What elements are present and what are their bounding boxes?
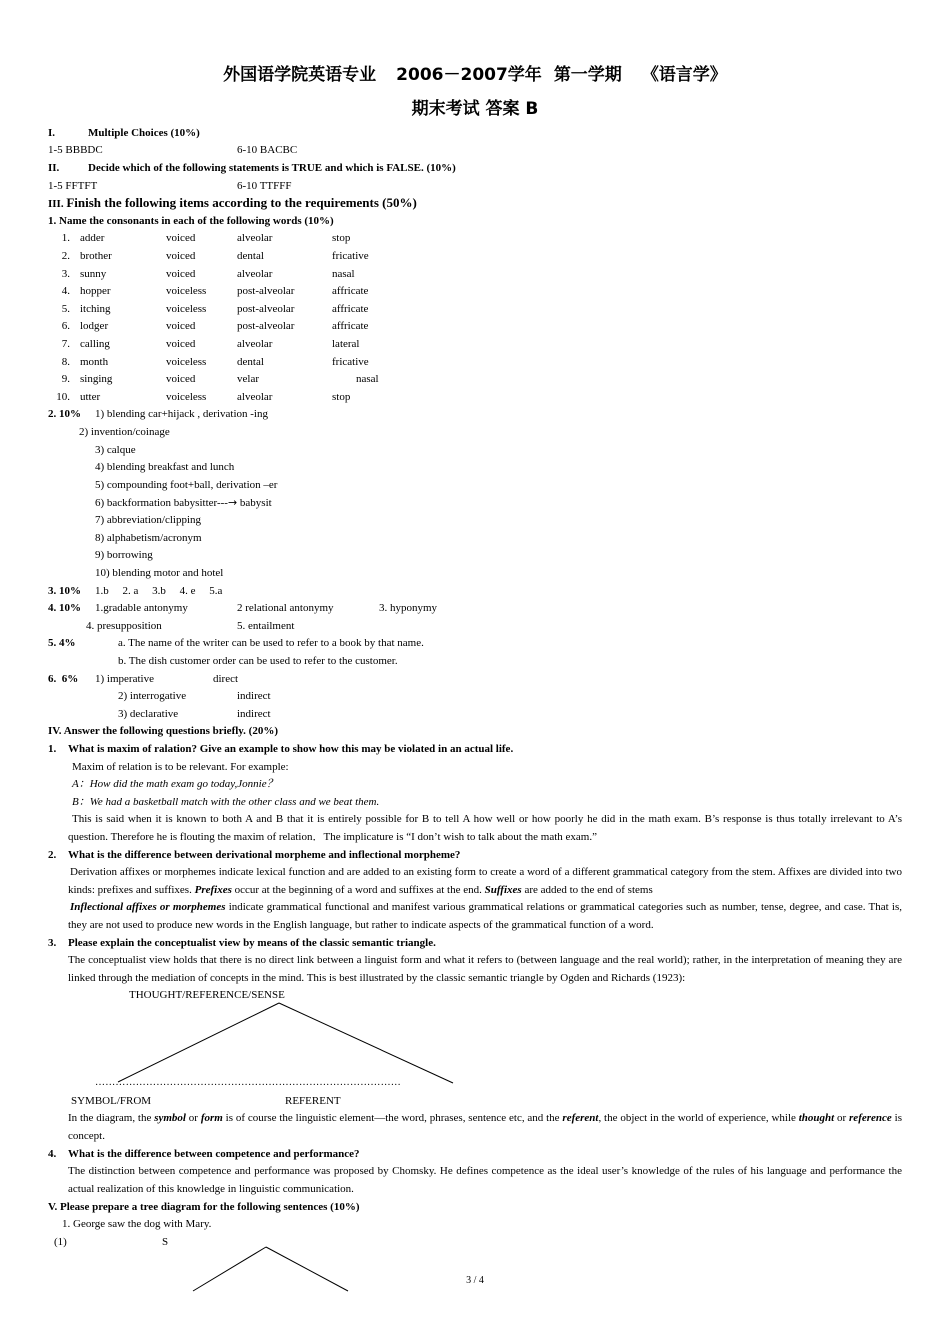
- triangle-right-label: REFERENT: [285, 1095, 341, 1107]
- row-number: 2.: [61, 250, 70, 262]
- voicing: voiced: [166, 373, 196, 385]
- iv1-number: 1.: [48, 743, 57, 755]
- place: dental: [237, 356, 264, 368]
- place: alveolar: [237, 338, 273, 350]
- section-4-title: IV. Answer the following questions briefly. (20%): [48, 725, 279, 737]
- iv2-number: 2.: [48, 849, 57, 861]
- place: alveolar: [237, 391, 273, 403]
- q2-item-10: 10) blending motor and hotel: [95, 567, 224, 579]
- word: lodger: [80, 320, 109, 332]
- word: brother: [80, 250, 112, 262]
- q6-row3-type: 3) declarative: [118, 708, 179, 720]
- q3-label: 3. 10%: [48, 585, 81, 597]
- q5-answer-a: a. The name of the writer can be used to refer to a book by that name.: [118, 637, 424, 649]
- triangle-left-edge: [118, 1003, 279, 1082]
- manner: nasal: [356, 373, 379, 385]
- section-1-number: I.: [48, 127, 56, 139]
- iv3-paragraph: The conceptualist view holds that there is no direct link between a linguist form and what it refers to (between language and the real world); rather, in the interpretation of meaning they are linked through the mediation of concepts in the mind. This is best illustrated by the classic semantic triangle by Ogden and Richards (1923):: [68, 954, 902, 984]
- manner: fricative: [332, 250, 369, 262]
- s5-sentence: 1. George saw the dog with Mary.: [62, 1218, 212, 1230]
- manner: stop: [332, 232, 351, 244]
- triangle-right-edge: [279, 1003, 453, 1083]
- place: velar: [237, 373, 259, 385]
- q2-item-9: 9) borrowing: [95, 549, 153, 561]
- q2-item-4: 4) blending breakfast and lunch: [95, 461, 235, 473]
- place: alveolar: [237, 232, 273, 244]
- row-number: 7.: [61, 338, 70, 350]
- section-2-answers-a: 1-5 FFTFT: [48, 180, 98, 192]
- manner: fricative: [332, 356, 369, 368]
- row-number: 5.: [61, 303, 70, 315]
- tree-root-node: S: [162, 1236, 169, 1248]
- place: alveolar: [237, 268, 273, 280]
- q4-label: 4. 10%: [48, 602, 81, 614]
- voicing: voiceless: [166, 303, 207, 315]
- iv2-paragraph-1: Derivation affixes or morphemes indicate lexical function and are added to an existing form to create a word of a different grammatical category from the stem. Affixes are divided into two kinds: prefixes and suffixes. Prefixes occur at the beginning of a word and suffixes at the end. Suffixes are added to the end of stems: [68, 866, 902, 896]
- q4-answer-5: 5. entailment: [237, 620, 295, 632]
- section-1-answers-b: 6-10 BACBC: [237, 144, 298, 156]
- row-number: 3.: [61, 268, 70, 280]
- q6-row1-type: 1) imperative: [95, 673, 154, 685]
- title-school: 外国语学院英语专业: [223, 65, 377, 85]
- q3-answers: 1.b 2. a 3.b 4. e 5.a: [95, 585, 223, 597]
- q2-item-5: 5) compounding foot+ball, derivation –er: [95, 479, 278, 491]
- page-number: 3 / 4: [466, 1275, 484, 1286]
- triangle-dotted-base: ………………………………………………………………………………: [95, 1077, 401, 1088]
- voicing: voiced: [166, 338, 196, 350]
- q6-row2-act: indirect: [237, 690, 271, 702]
- manner: affricate: [332, 320, 369, 332]
- row-number: 10.: [56, 391, 70, 403]
- manner: nasal: [332, 268, 355, 280]
- manner: affricate: [332, 285, 369, 297]
- iv1-dialogue-b: B：We had a basketball match with the other class and we beat them.: [72, 796, 380, 808]
- q2-label: 2. 10%: [48, 408, 81, 420]
- q2-item-2: 2) invention/coinage: [79, 426, 170, 438]
- section-1-answers-a: 1-5 BBBDC: [48, 144, 103, 156]
- title-years: 2006－2007学年: [396, 65, 542, 85]
- iv1-line-1: Maxim of relation is to be relevant. For example:: [72, 761, 289, 773]
- section-2-answers-b: 6-10 TTFFF: [237, 180, 292, 192]
- word: hopper: [80, 285, 111, 297]
- manner: lateral: [332, 338, 360, 350]
- q6-row1-act: direct: [213, 673, 239, 685]
- word: utter: [80, 391, 101, 403]
- q4-answer-4: 4. presupposition: [86, 620, 162, 632]
- iv1-question: What is maxim of ralation? Give an example to show how this may be violated in an actual life.: [68, 743, 514, 755]
- q2-item-8: 8) alphabetism/acronym: [95, 532, 202, 544]
- q4-answer-3: 3. hyponymy: [379, 602, 438, 614]
- q6-row2-type: 2) interrogative: [118, 690, 187, 702]
- voicing: voiceless: [166, 391, 207, 403]
- place: post-alveolar: [237, 303, 295, 315]
- word: itching: [80, 303, 111, 315]
- section-3-heading: III. Finish the following items according to the requirements (50%): [48, 195, 417, 210]
- triangle-top-label: THOUGHT/REFERENCE/SENSE: [129, 989, 285, 1001]
- word: sunny: [80, 268, 107, 280]
- iv4-number: 4.: [48, 1148, 57, 1160]
- voicing: voiced: [166, 250, 196, 262]
- exam-subtitle: 期末考试 答案 B: [411, 99, 539, 119]
- voicing: voiced: [166, 268, 196, 280]
- row-number: 6.: [61, 320, 70, 332]
- section-2-number: II.: [48, 162, 60, 174]
- iv2-paragraph-2: Inflectional affixes or morphemes indicate grammatical functional and manifest various grammatical relations or grammatical categories such as number, tense, degree, and case. That is, they are not used to produce new words in the English language, but rather to indicate aspects of the grammatical function of a word.: [68, 901, 902, 931]
- q4-answer-1: 1.gradable antonymy: [95, 602, 188, 614]
- q2-item-7: 7) abbreviation/clipping: [95, 514, 201, 526]
- manner: stop: [332, 391, 351, 403]
- title-course: 《语言学》: [641, 65, 727, 85]
- manner: affricate: [332, 303, 369, 315]
- triangle-left-label: SYMBOL/FROM: [71, 1095, 152, 1107]
- word: singing: [80, 373, 113, 385]
- section-5-title: V. Please prepare a tree diagram for the following sentences (10%): [48, 1201, 360, 1213]
- iv3-question: Please explain the conceptualist view by means of the classic semantic triangle.: [68, 937, 436, 949]
- iv3-number: 3.: [48, 937, 57, 949]
- place: post-alveolar: [237, 320, 295, 332]
- q5-label: 5. 4%: [48, 637, 76, 649]
- section-1-title: Multiple Choices (10%): [88, 127, 200, 139]
- q1-title: 1. Name the consonants in each of the following words (10%): [48, 215, 334, 227]
- iv4-question: What is the difference between competence and performance?: [68, 1148, 360, 1160]
- voicing: voiced: [166, 232, 196, 244]
- word: calling: [80, 338, 110, 350]
- word: adder: [80, 232, 105, 244]
- section-2-title: Decide which of the following statements is TRUE and which is FALSE. (10%): [88, 162, 456, 174]
- s5-item-label: (1): [54, 1236, 67, 1248]
- q2-item-6: 6) backformation babysitter---→ babysit: [95, 496, 272, 509]
- q6-row3-act: indirect: [237, 708, 271, 720]
- row-number: 1.: [61, 232, 70, 244]
- row-number: 8.: [61, 356, 70, 368]
- place: post-alveolar: [237, 285, 295, 297]
- iv3-diagram-explanation: In the diagram, the symbol or form is of course the linguistic element—the word, phrases, sentence etc, and the referent, the object in the world of experience, while thought or reference is concept.: [68, 1112, 902, 1142]
- iv2-question: What is the difference between derivational morpheme and inflectional morpheme?: [68, 849, 461, 861]
- q6-label: 6. 6%: [48, 673, 79, 685]
- voicing: voiceless: [166, 285, 207, 297]
- q4-answer-2: 2 relational antonymy: [237, 602, 334, 614]
- voicing: voiced: [166, 320, 196, 332]
- voicing: voiceless: [166, 356, 207, 368]
- iv4-paragraph: The distinction between competence and performance was proposed by Chomsky. He defines competence as the ideal user’s knowledge of the rules of his language and performance the actual realization of this knowledge in linguistic communication.: [68, 1165, 902, 1195]
- iv1-dialogue-a: A：How did the math exam go today,Jonnie？: [72, 778, 278, 790]
- word: month: [80, 356, 109, 368]
- row-number: 9.: [61, 373, 70, 385]
- arrow-icon: →: [227, 496, 238, 509]
- q5-answer-b: b. The dish customer order can be used to refer to the customer.: [118, 655, 398, 667]
- place: dental: [237, 250, 264, 262]
- q2-item-3: 3) calque: [95, 444, 136, 456]
- row-number: 4.: [61, 285, 70, 297]
- iv1-explanation: This is said when it is known to both A and B that it is entirely possible for B to tell A how well or how poorly he did in the math exam. B’s response is thus totally irrelevant to A’s question. Therefore he is flouting the maxim of relation．The implicature is “I don’t wish to talk about the math exam.”: [68, 813, 902, 843]
- title-term: 第一学期: [553, 65, 622, 85]
- q2-item-1: 1) blending car+hijack , derivation -ing: [95, 408, 268, 420]
